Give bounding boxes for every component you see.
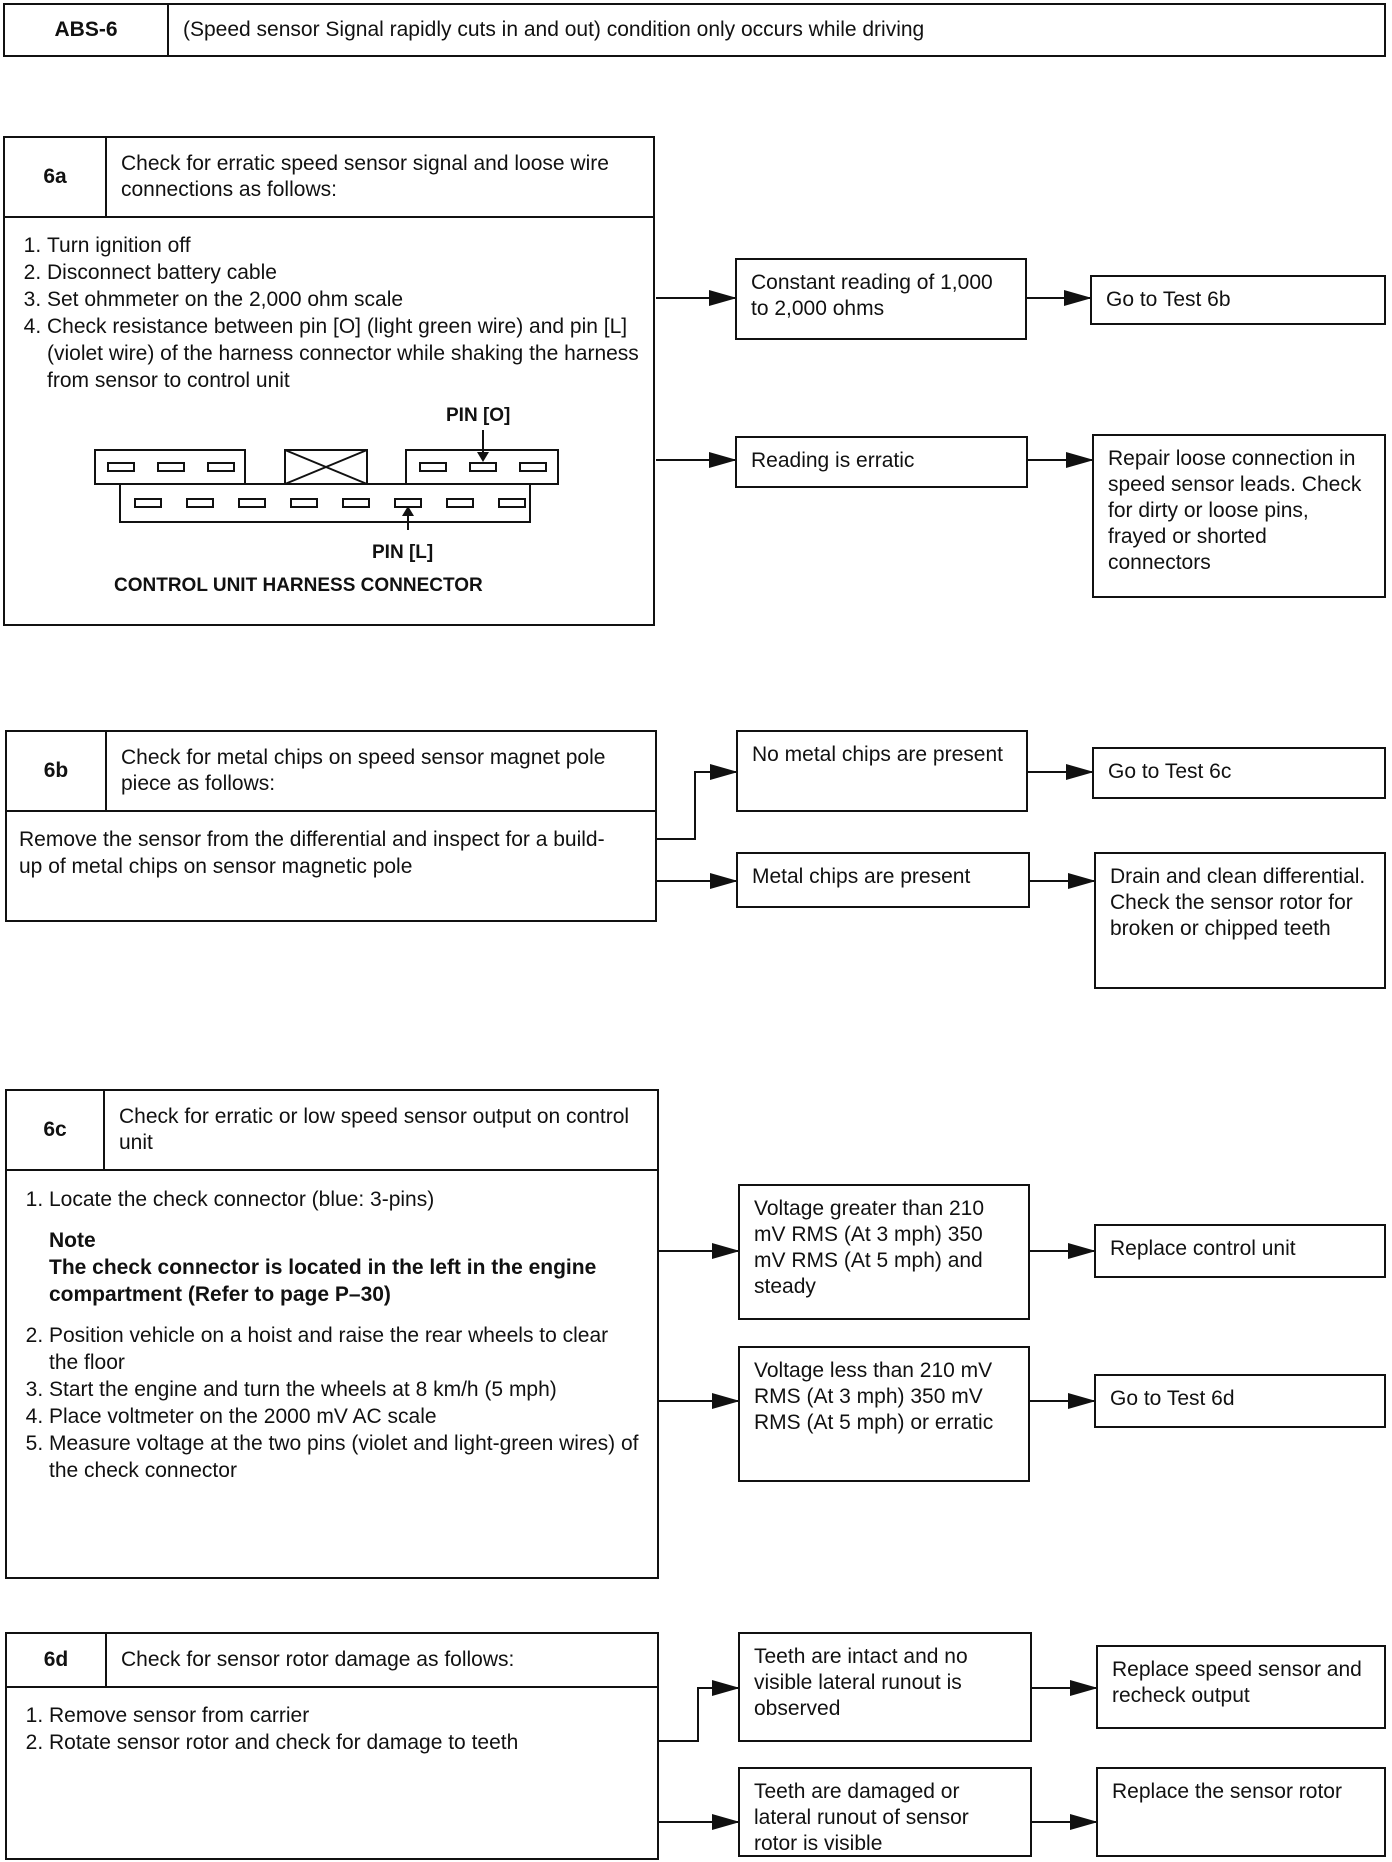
test-6b-id: 6b [7, 732, 107, 810]
pin-slot [135, 499, 161, 507]
test-6a-header [3, 136, 655, 218]
pin-slot [343, 499, 369, 507]
connector-caption: CONTROL UNIT HARNESS CONNECTOR [114, 575, 483, 596]
test-6d-result-1: Teeth are intact and no visible lateral runout is observed [738, 1632, 1032, 1742]
test-6a-action-2: Repair loose connection in speed sensor leads. Check for dirty or loose pins, frayed or shorted connectors [1092, 434, 1386, 598]
list-item: 1. Locate the check connector (blue: 3-pins) [49, 1186, 641, 1213]
list-item: 5. Measure voltage at the two pins (violet and light-green wires) of the check connector [49, 1430, 641, 1484]
pin-slot [520, 463, 546, 471]
list-item: 3. Start the engine and turn the wheels at 8 km/h (5 mph) [49, 1376, 641, 1403]
test-6c-action-1: Replace control unit [1094, 1224, 1386, 1278]
pin-slot [470, 463, 496, 471]
test-6b-result-1: No metal chips are present [736, 730, 1028, 812]
pin-slot [420, 463, 446, 471]
pin-slot [291, 499, 317, 507]
note-text: The check connector is located in the left in the engine compartment (Refer to page P–30) [49, 1256, 597, 1306]
pin-slot [208, 463, 234, 471]
test-6b-result-2: Metal chips are present [736, 852, 1030, 908]
test-6c-result-2: Voltage less than 210 mV RMS (At 3 mph) 350 mV RMS (At 5 mph) or erratic [738, 1346, 1030, 1482]
test-6b-action-2: Drain and clean differential. Check the sensor rotor for broken or chipped teeth [1094, 852, 1386, 989]
list-item: 2. Rotate sensor rotor and check for damage to teeth [49, 1729, 641, 1756]
test-6b-header [5, 730, 657, 812]
pin-slot [447, 499, 473, 507]
header-title: (Speed sensor Signal rapidly cuts in and out) condition only occurs while driving [183, 18, 925, 41]
pin-slot [108, 463, 134, 471]
connector-blocked-cavity-cross [285, 450, 367, 484]
list-item: 4. Check resistance between pin [O] (light green wire) and pin [L] (violet wire) of the harness connector while shaking the harness from sensor to control unit [47, 313, 641, 394]
test-6c-title: Check for erratic or low speed sensor output on control unit [119, 1105, 630, 1154]
test-6a-id: 6a [5, 138, 107, 216]
test-6b-title: Check for metal chips on speed sensor magnet pole piece as follows: [121, 746, 606, 795]
list-item: 3. Set ohmmeter on the 2,000 ohm scale [47, 286, 641, 313]
test-6c-header [5, 1089, 659, 1171]
test-6a-steps [3, 222, 655, 404]
test-6a-title: Check for erratic speed sensor signal and loose wire connections as follows: [121, 152, 609, 201]
test-6c-body [5, 1176, 655, 1494]
list-item: 2. Position vehicle on a hoist and raise the rear wheels to clear the floor [49, 1322, 641, 1376]
note-label: Note [49, 1229, 96, 1252]
pin-o-label: PIN [O] [446, 405, 511, 426]
pin-slot [187, 499, 213, 507]
arrow-6b-r1 [656, 772, 736, 839]
arrow-6d-r1 [658, 1688, 738, 1741]
list-item: 4. Place voltmeter on the 2000 mV AC scale [49, 1403, 641, 1430]
list-item: 1. Remove sensor from carrier [49, 1702, 641, 1729]
pin-l-label: PIN [L] [372, 542, 434, 563]
test-6c-result-1: Voltage greater than 210 mV RMS (At 3 mph) 350 mV RMS (At 5 mph) and steady [738, 1184, 1030, 1320]
test-6a-result-2: Reading is erratic [735, 436, 1028, 488]
list-item: 2. Disconnect battery cable [47, 259, 641, 286]
page-header [3, 3, 1386, 57]
test-6d-action-1: Replace speed sensor and recheck output [1096, 1645, 1386, 1729]
test-6d-body [5, 1692, 655, 1766]
pin-slot [499, 499, 525, 507]
test-6d-header [5, 1632, 659, 1688]
test-6b-body: Remove the sensor from the differential and inspect for a build-up of metal chips on sensor magnetic pole [19, 828, 605, 878]
connector-bottom-block [120, 484, 530, 522]
header-code: ABS-6 [5, 5, 169, 55]
test-6d-result-2: Teeth are damaged or lateral runout of sensor rotor is visible [738, 1767, 1032, 1857]
list-item: 1. Turn ignition off [47, 232, 641, 259]
test-6d-title: Check for sensor rotor damage as follows: [121, 1648, 515, 1671]
connector-top-left-block [95, 450, 245, 484]
test-6d-action-2: Replace the sensor rotor [1096, 1767, 1386, 1857]
test-6c-action-2: Go to Test 6d [1094, 1374, 1386, 1428]
test-6a-result-1: Constant reading of 1,000 to 2,000 ohms [735, 258, 1027, 340]
pin-slot [239, 499, 265, 507]
test-6d-id: 6d [7, 1634, 107, 1686]
harness-connector-diagram [90, 430, 570, 530]
test-6a-action-1: Go to Test 6b [1090, 275, 1386, 325]
test-6b-action-1: Go to Test 6c [1092, 747, 1386, 799]
test-6c-id: 6c [7, 1091, 105, 1169]
pin-slot [158, 463, 184, 471]
pin-slot [395, 499, 421, 507]
